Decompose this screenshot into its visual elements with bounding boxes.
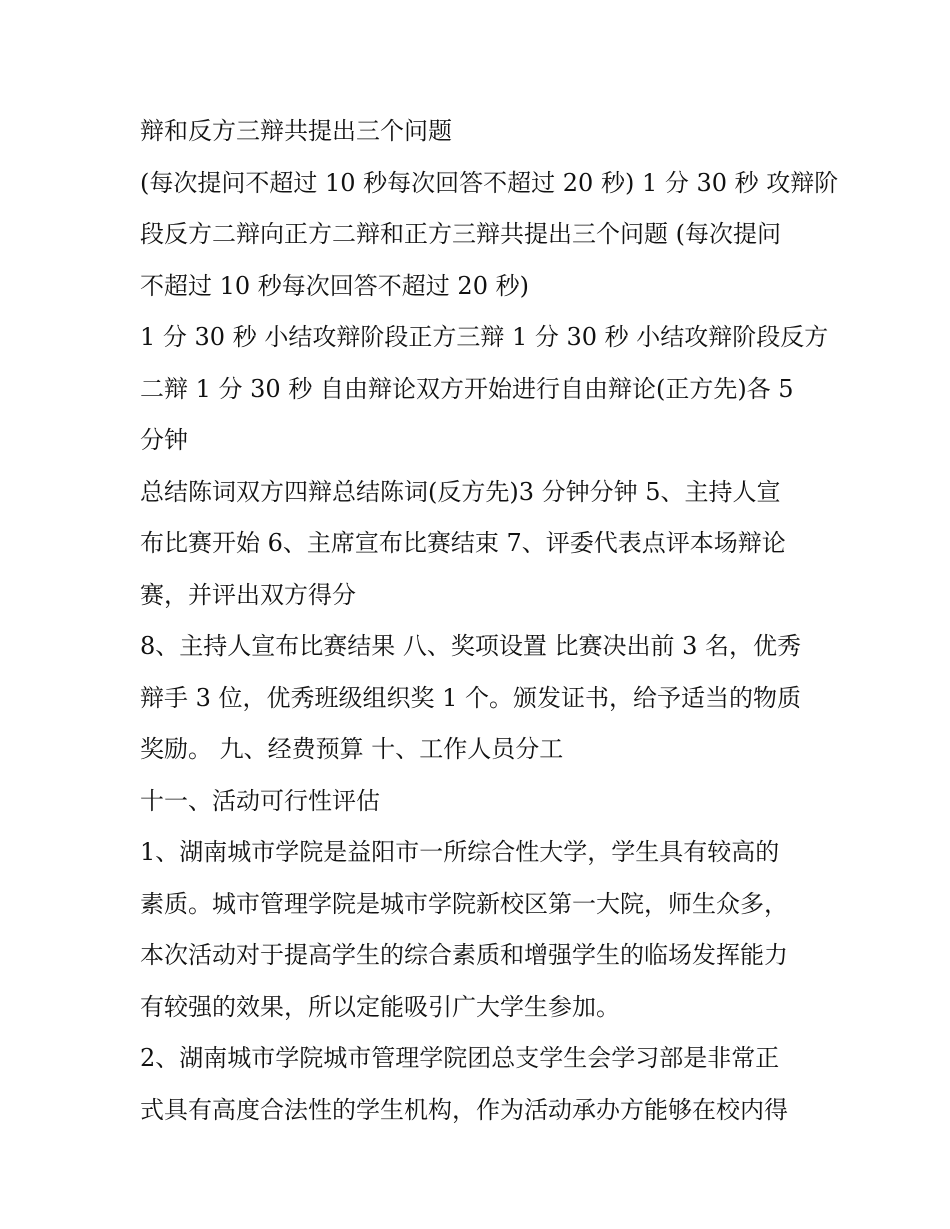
text-line: 段反方二辩向正方二辩和正方三辩共提出三个问题 (每次提问 <box>140 220 781 248</box>
text-line: 二辩 1 分 30 秒 自由辩论双方开始进行自由辩论(正方先)各 5 <box>140 374 794 403</box>
document-body <box>140 106 839 1136</box>
text-line: 奖励。 九、经费预算 十、工作人员分工 <box>140 735 564 763</box>
text-line: (每次提问不超过 10 秒每次回答不超过 20 秒) 1 分 30 秒 攻辩阶 <box>140 168 839 197</box>
text-line: 2、湖南城市学院城市管理学院团总支学生会学习部是非常正 <box>140 1044 780 1072</box>
section-heading: 十一、活动可行性评估 <box>140 786 380 815</box>
text-line: 素质。城市管理学院是城市学院新校区第一大院，师生众多， <box>140 889 788 918</box>
text-line: 有较强的效果，所以定能吸引广大学生参加。 <box>140 992 620 1021</box>
text-line: 1 分 30 秒 小结攻辩阶段正方三辩 1 分 30 秒 小结攻辩阶段反方 <box>140 323 829 351</box>
text-line: 赛，并评出双方得分 <box>140 580 356 609</box>
text-line: 布比赛开始 6、主席宣布比赛结束 7、评委代表点评本场辩论 <box>140 529 786 557</box>
text-line: 1、湖南城市学院是益阳市一所综合性大学，学生具有较高的 <box>140 838 780 866</box>
text-line: 辩和反方三辩共提出三个问题 <box>140 117 452 145</box>
text-line: 本次活动对于提高学生的综合素质和增强学生的临场发挥能力 <box>140 941 788 969</box>
text-line: 辩手 3 位，优秀班级组织奖 1 个。颁发证书，给予适当的物质 <box>140 683 802 712</box>
text-line: 分钟 <box>140 426 188 454</box>
text-line: 8、主持人宣布比赛结果 八、奖项设置 比赛决出前 3 名，优秀 <box>140 632 802 660</box>
text-line: 总结陈词双方四辩总结陈词(反方先)3 分钟分钟 5、主持人宣 <box>140 477 781 506</box>
text-line: 不超过 10 秒每次回答不超过 20 秒) <box>140 271 529 300</box>
text-line: 式具有高度合法性的学生机构，作为活动承办方能够在校内得 <box>140 1095 788 1124</box>
